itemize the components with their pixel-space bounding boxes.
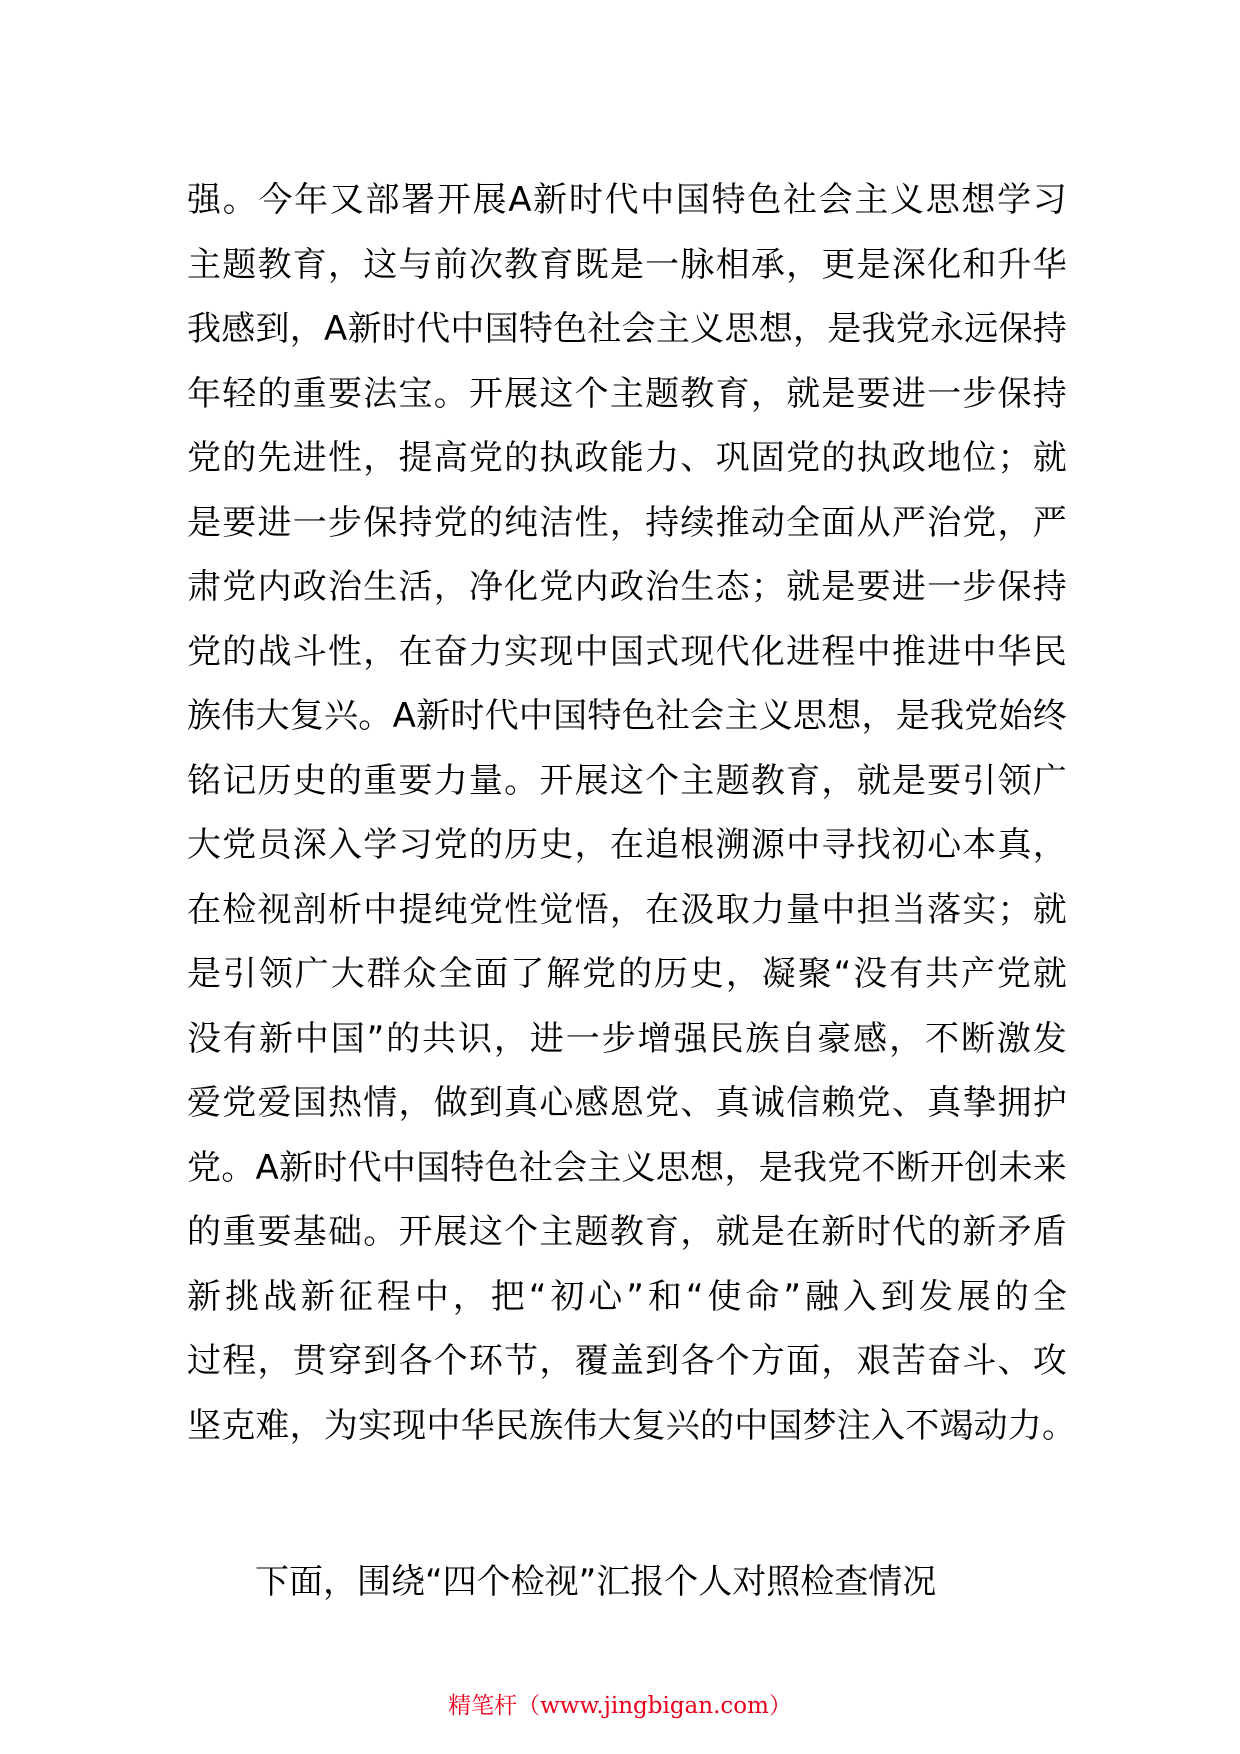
body-line: 是要进一步保持党的纯洁性，持续推动全面从严治党，严 xyxy=(187,502,1067,543)
body-line: 年轻的重要法宝。开展这个主题教育，就是要进一步保持 xyxy=(187,373,1067,414)
body-line: 爱党爱国热情，做到真心感恩党、真诚信赖党、真挚拥护 xyxy=(187,1083,1067,1123)
body-line: 没有新中国”的共识，进一步增强民族自豪感，不断激发 xyxy=(187,1018,1067,1059)
footer-watermark[interactable]: 精笔杆（www.jingbigan.com） xyxy=(448,1693,792,1719)
body-line: 是引领广大群众全面了解党的历史，凝聚“没有共产党就 xyxy=(187,954,1067,994)
body-line: 铭记历史的重要力量。开展这个主题教育，就是要引领广 xyxy=(187,760,1067,801)
body-line: 党的先进性，提高党的执政能力、巩固党的执政地位；就 xyxy=(187,438,1067,478)
body-line: 党的战斗性，在奋力实现中国式现代化进程中推进中华民 xyxy=(187,631,1067,672)
body-line: 族伟大复兴。A新时代中国特色社会主义思想，是我党始终 xyxy=(187,696,1067,736)
section-subheading: 下面，围绕“四个检视”汇报个人对照检查情况 xyxy=(255,1562,937,1602)
body-line: 新挑战新征程中，把“初心”和“使命”融入到发展的全 xyxy=(187,1276,1067,1317)
body-line: 我感到，A新时代中国特色社会主义思想，是我党永远保持 xyxy=(187,309,1067,349)
body-line: 在检视剖析中提纯党性觉悟，在汲取力量中担当落实；就 xyxy=(187,889,1067,930)
body-line: 大党员深入学习党的历史，在追根溯源中寻找初心本真， xyxy=(187,825,1067,865)
body-line: 肃党内政治生活，净化党内政治生态；就是要进一步保持 xyxy=(187,567,1067,607)
body-line: 强。今年又部署开展A新时代中国特色社会主义思想学习 xyxy=(187,180,1067,220)
body-paragraph xyxy=(187,168,1077,1458)
body-line: 坚克难，为实现中华民族伟大复兴的中国梦注入不竭动力。 xyxy=(187,1405,1077,1446)
body-line: 主题教育，这与前次教育既是一脉相承，更是深化和升华 xyxy=(187,244,1067,285)
body-line: 过程，贯穿到各个环节，覆盖到各个方面，艰苦奋斗、攻 xyxy=(187,1341,1067,1381)
body-line: 党。A新时代中国特色社会主义思想，是我党不断开创未来 xyxy=(187,1147,1067,1188)
body-line: 的重要基础。开展这个主题教育，就是在新时代的新矛盾 xyxy=(187,1212,1067,1252)
